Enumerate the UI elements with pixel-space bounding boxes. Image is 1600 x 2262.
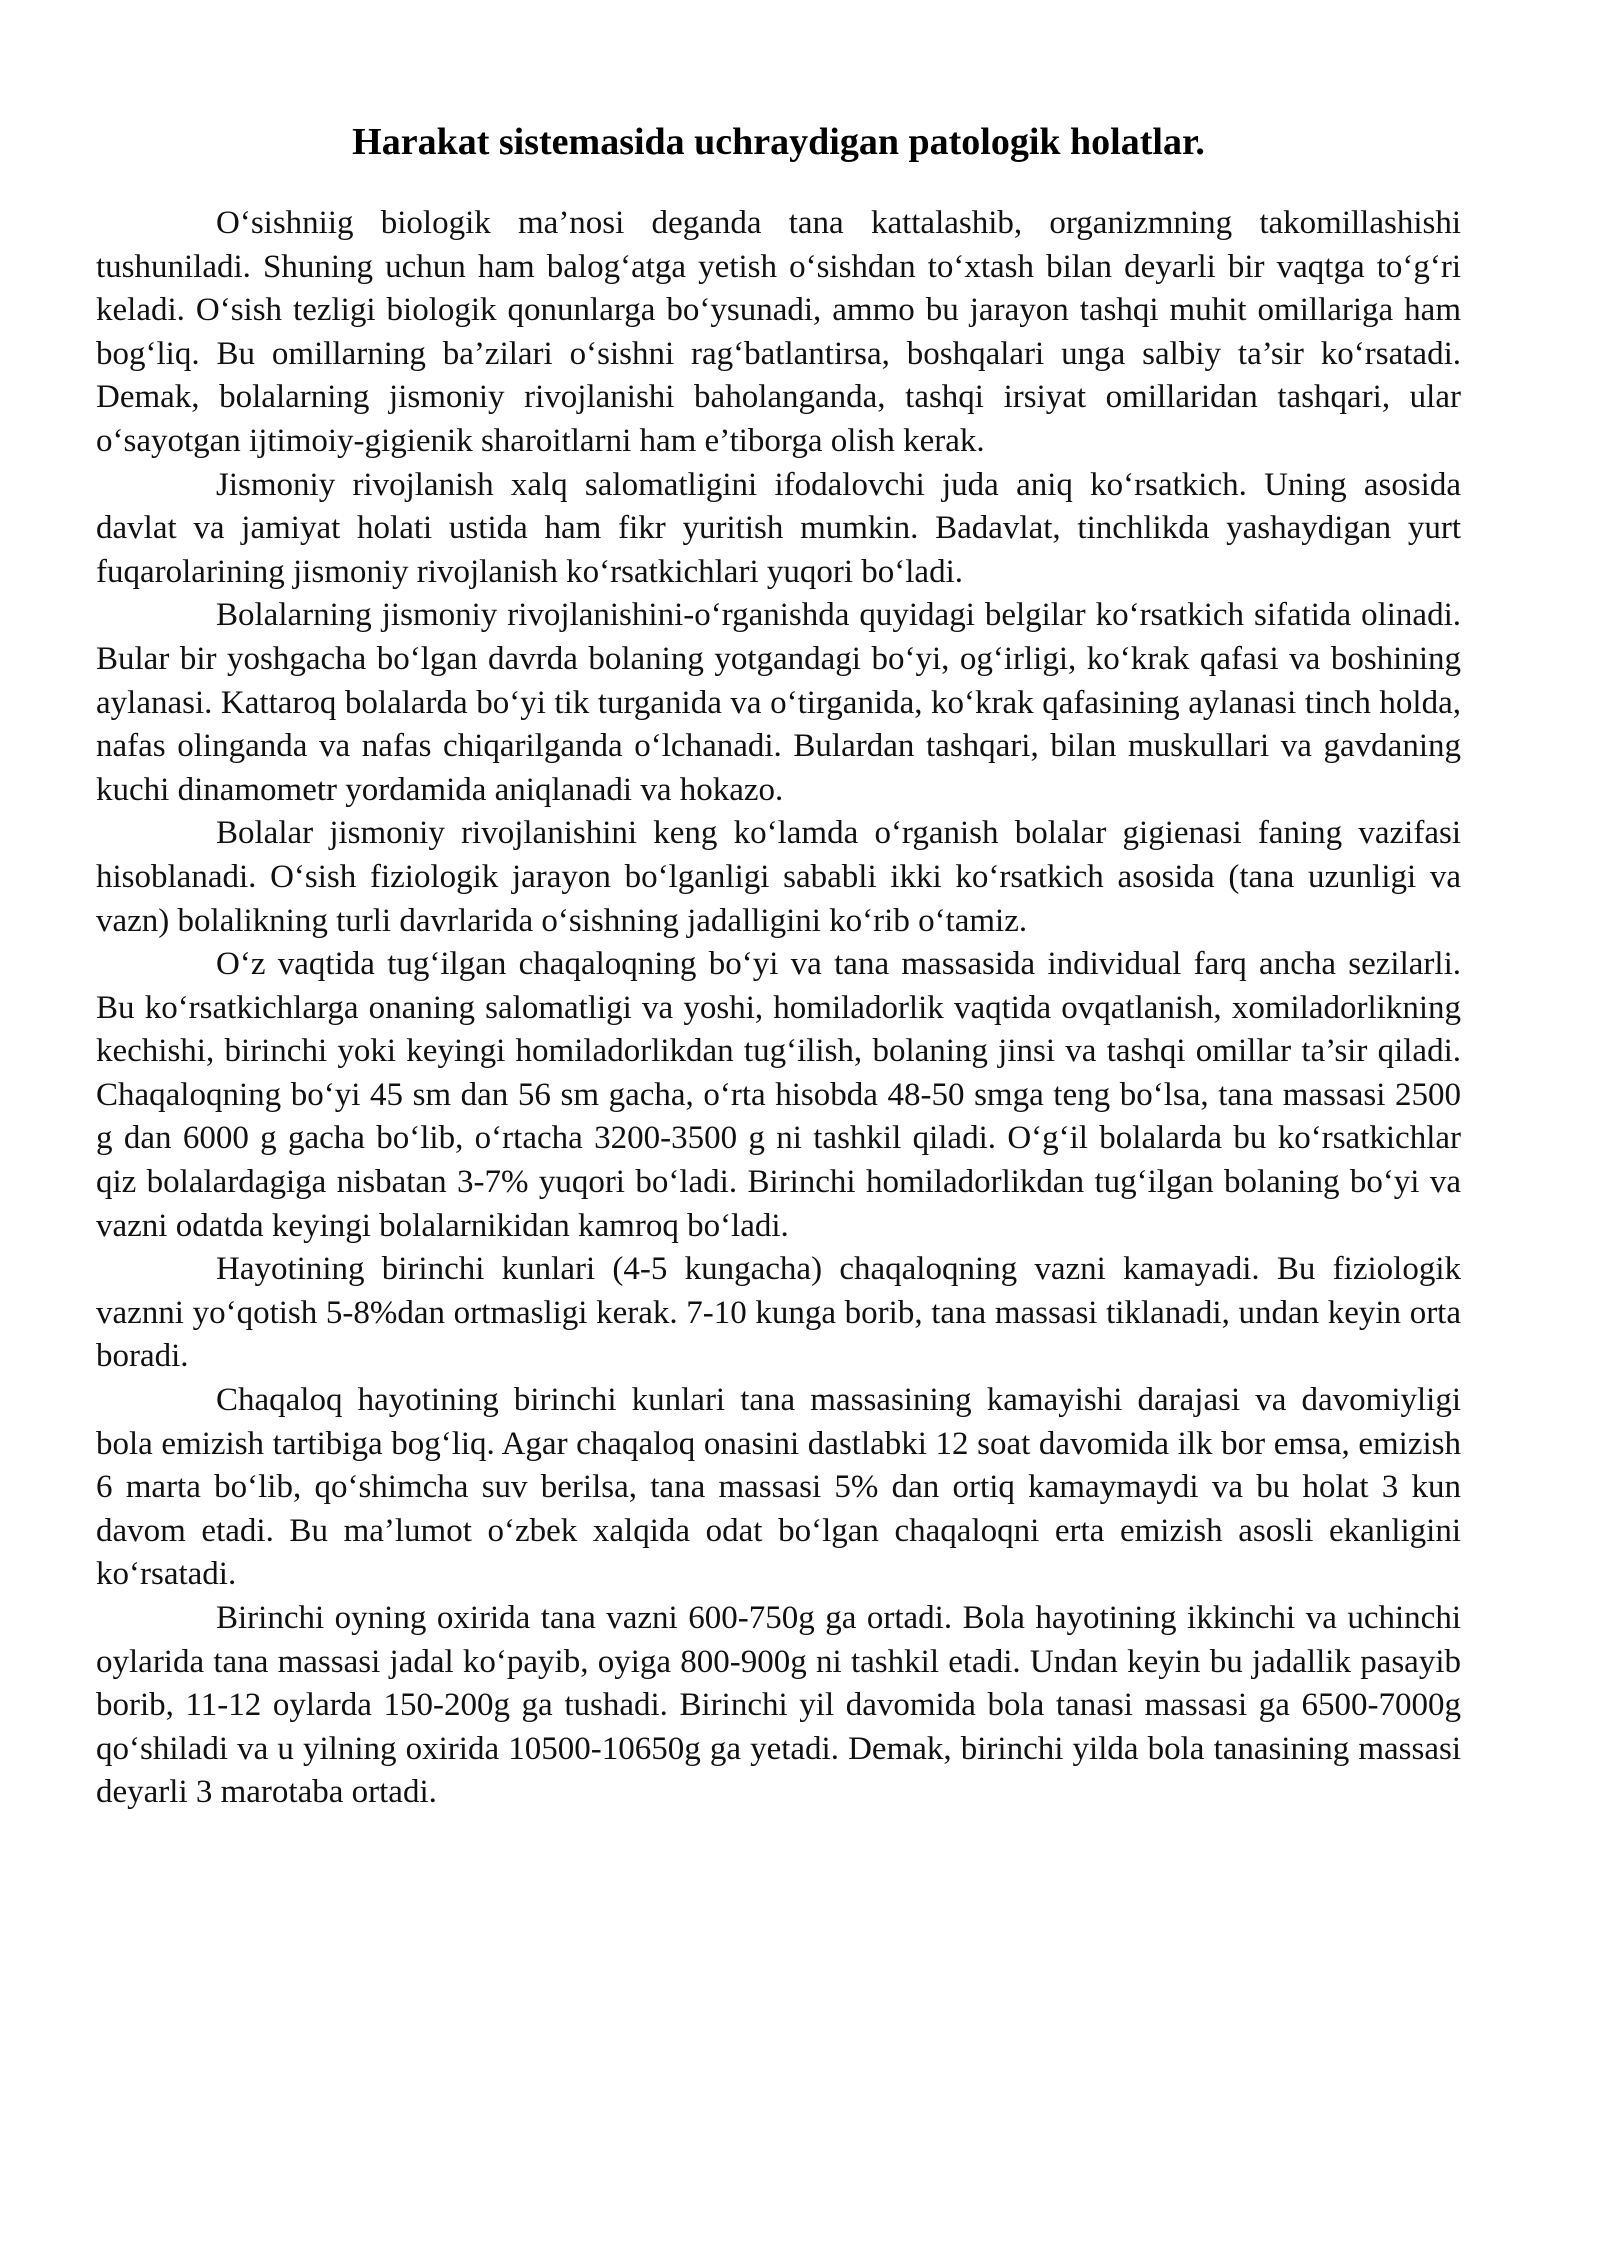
paragraph-2: Jismoniy rivojlanish xalq salomatligini ifodalovchi juda aniq ko‘rsatkich. Uning asosida davlat va jamiyat holati ustida ham fikr yuritish mumkin. Badavlat, tinchlikda yashaydigan yurt fuqarolarining jismoniy rivojlanish ko‘rsatkichlari yuqori bo‘ladi. — [96, 466, 1461, 590]
paragraph-6: Hayotining birinchi kunlari (4-5 kungacha) chaqaloqning vazni kamayadi. Bu fiziologik vaznni yo‘qotish 5-8%dan ortmasligi kerak. 7-10 kunga borib, tana massasi tiklanadi, undan keyin orta boradi. — [96, 1251, 1461, 1375]
document-title: Harakat sistemasida uchraydigan patologik holatlar. — [352, 121, 1205, 163]
paragraph-8: Birinchi oyning oxirida tana vazni 600-750g ga ortadi. Bola hayotining ikkinchi va uchinchi oylarida tana massasi jadal ko‘payib, oyiga 800-900g ni tashkil etadi. Undan keyin bu jadallik pasayib borib, 11-12 oylarda 150-200g ga tushadi. Birinchi yil davomida bola tanasi massasi ga 6500-7000g qo‘shiladi va u yilning oxirida 10500-10650g ga yetadi. Demak, birinchi yilda bola tanasining massasi deyarli 3 marotaba ortadi. — [96, 1600, 1461, 1811]
paragraph-7: Chaqaloq hayotining birinchi kunlari tana massasining kamayishi darajasi va davomiyligi bola emizish tartibiga bog‘liq. Agar chaqaloq onasini dastlabki 12 soat davomida ilk bor emsa, emizish 6 marta bo‘lib, qo‘shimcha suv berilsa, tana massasi 5% dan ortiq kamaymaydi va bu holat 3 kun davom etadi. Bu ma’lumot o‘zbek xalqida odat bo‘lgan chaqaloqni erta emizish asosli ekanligini ko‘rsatadi. — [96, 1382, 1461, 1593]
paragraph-1: O‘sishniig biologik ma’nosi deganda tana kattalashib, organizmning takomillashishi tushuniladi. Shuning uchun ham balog‘atga yetish o‘sishdan to‘xtash bilan deyarli bir vaqtga to‘g‘ri keladi. O‘sish tezligi biologik qonunlarga bo‘ysunadi, ammo bu jarayon tashqi muhit omillariga ham bog‘liq. Bu omillarning ba’zilari o‘sishni rag‘batlantirsa, boshqalari unga salbiy ta’sir ko‘rsatadi. Demak, bolalarning jismoniy rivojlanishi baholanganda, tashqi irsiyat omillaridan tashqari, ular o‘sayotgan ijtimoiy-gigienik sharoitlarni ham e’tiborga olish kerak. — [96, 205, 1461, 459]
paragraph-4: Bolalar jismoniy rivojlanishini keng ko‘lamda o‘rganish bolalar gigienasi faning vazifasi hisoblanadi. O‘sish fiziologik jarayon bo‘lganligi sababli ikki ko‘rsatkich asosida (tana uzunligi va vazn) bolalikning turli davrlarida o‘sishning jadalligini ko‘rib o‘tamiz. — [96, 815, 1461, 939]
document-body — [96, 202, 1461, 1815]
paragraph-5: O‘z vaqtida tug‘ilgan chaqaloqning bo‘yi va tana massasida individual farq ancha sezilarli. Bu ko‘rsatkichlarga onaning salomatligi va yoshi, homiladorlik vaqtida ovqatlanish, xomiladorlikning kechishi, birinchi yoki keyingi homiladorlikdan tug‘ilish, bolaning jinsi va tashqi omillar ta’sir qiladi. Chaqaloqning bo‘yi 45 sm dan 56 sm gacha, o‘rta hisobda 48-50 smga teng bo‘lsa, tana massasi 2500 g dan 6000 g gacha bo‘lib, o‘rtacha 3200-3500 g ni tashkil qiladi. O‘g‘il bolalarda bu ko‘rsatkichlar qiz bolalardagiga nisbatan 3-7% yuqori bo‘ladi. Birinchi homiladorlikdan tug‘ilgan bolaning bo‘yi va vazni odatda keyingi bolalarnikidan kamroq bo‘ladi. — [96, 946, 1461, 1244]
paragraph-3: Bolalarning jismoniy rivojlanishini-o‘rganishda quyidagi belgilar ko‘rsatkich sifatida olinadi. Bular bir yoshgacha bo‘lgan davrda bolaning yotgandagi bo‘yi, og‘irligi, ko‘krak qafasi va boshining aylanasi. Kattaroq bolalarda bo‘yi tik turganida va o‘tirganida, ko‘krak qafasining aylanasi tinch holda, nafas olinganda va nafas chiqarilganda o‘lchanadi. Bulardan tashqari, bilan muskullari va gavdaning kuchi dinamometr yordamida aniqlanadi va hokazo. — [96, 597, 1461, 808]
